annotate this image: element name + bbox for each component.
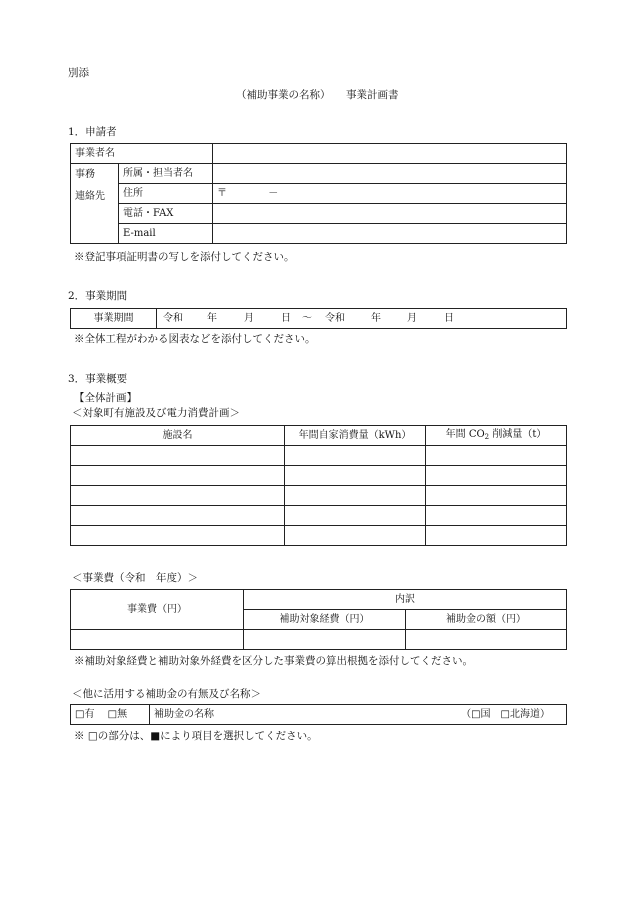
breakdown-label: 内訳 bbox=[244, 590, 567, 610]
co2-prefix: 年間 CO bbox=[445, 429, 485, 440]
schedule-note: ※全体工程がわかる図表などを添付してください。 bbox=[74, 333, 316, 345]
source-options[interactable]: （□国 □北海道） bbox=[461, 708, 550, 720]
address-label: 住所 bbox=[119, 184, 213, 204]
co2-cell[interactable] bbox=[426, 486, 567, 506]
subsidy-name-label: 補助金の名称 bbox=[154, 708, 214, 720]
facility-cell[interactable] bbox=[71, 446, 285, 466]
business-name-field[interactable] bbox=[213, 144, 567, 164]
address-field[interactable] bbox=[213, 184, 567, 204]
consumption-cell[interactable] bbox=[285, 466, 426, 486]
business-name-label: 事業者名 bbox=[71, 144, 213, 164]
email-label: E-mail bbox=[119, 224, 213, 244]
consumption-cell[interactable] bbox=[285, 526, 426, 546]
section3-heading: 3．事業概要 bbox=[68, 373, 128, 385]
consumption-cell[interactable] bbox=[285, 446, 426, 466]
other-subsidy-title: ＜他に活用する補助金の有無及び名称＞ bbox=[72, 688, 261, 700]
contact-label bbox=[71, 164, 119, 244]
start-era: 令和 bbox=[163, 312, 183, 324]
facility-cell[interactable] bbox=[71, 526, 285, 546]
document-title-name: （補助事業の名称） bbox=[236, 89, 331, 101]
co2-suffix: 削減量（t） bbox=[489, 429, 547, 440]
attachment-label: 別添 bbox=[68, 67, 89, 79]
end-day-label: 日 bbox=[444, 312, 454, 324]
co2-cell[interactable] bbox=[426, 446, 567, 466]
facility-table-title: ＜対象町有施設及び電力消費計画＞ bbox=[72, 407, 240, 419]
checkbox-note: ※ □の部分は、■により項目を選択してください。 bbox=[74, 730, 318, 742]
end-month-label: 月 bbox=[407, 312, 417, 324]
no-checkbox[interactable]: □無 bbox=[107, 708, 128, 720]
consumption-cell[interactable] bbox=[285, 486, 426, 506]
period-table bbox=[70, 308, 567, 329]
yes-no-cell bbox=[71, 705, 150, 725]
period-tilde: ～ bbox=[302, 312, 312, 324]
col-annual-consumption: 年間自家消費量（kWh） bbox=[285, 426, 426, 446]
cost-table bbox=[70, 589, 567, 650]
yes-checkbox[interactable]: □有 bbox=[75, 708, 95, 720]
affiliation-label: 所属・担当者名 bbox=[119, 164, 213, 184]
end-year-label: 年 bbox=[371, 312, 381, 324]
overall-plan-label: 【全体計画】 bbox=[74, 392, 137, 404]
postal-mark: 〒 bbox=[217, 187, 227, 199]
co2-cell[interactable] bbox=[426, 526, 567, 546]
facility-cell[interactable] bbox=[71, 466, 285, 486]
postal-dash: － bbox=[268, 187, 279, 199]
cost-field[interactable] bbox=[71, 630, 244, 650]
subsidy-amount-field[interactable] bbox=[406, 630, 567, 650]
start-day-label: 日 bbox=[281, 312, 291, 324]
facility-table bbox=[70, 425, 567, 546]
col-facility-name: 施設名 bbox=[71, 426, 285, 446]
start-month-label: 月 bbox=[244, 312, 254, 324]
co2-cell[interactable] bbox=[426, 466, 567, 486]
subsidy-amount-label: 補助金の額（円） bbox=[406, 610, 567, 630]
registration-note: ※登記事項証明書の写しを添付してください。 bbox=[74, 251, 295, 263]
consumption-cell[interactable] bbox=[285, 506, 426, 526]
document-title: 事業計画書 bbox=[346, 89, 399, 101]
eligible-cost-field[interactable] bbox=[244, 630, 406, 650]
section2-heading: 2．事業期間 bbox=[68, 290, 128, 302]
facility-cell[interactable] bbox=[71, 486, 285, 506]
facility-cell[interactable] bbox=[71, 506, 285, 526]
contact-label-line2: 連絡先 bbox=[75, 191, 105, 202]
period-label: 事業期間 bbox=[71, 309, 157, 329]
contact-label-line1: 事務 bbox=[75, 169, 95, 180]
affiliation-field[interactable] bbox=[213, 164, 567, 184]
start-year-label: 年 bbox=[207, 312, 217, 324]
co2-subscript: 2 bbox=[484, 433, 490, 441]
cost-label: 事業費（円） bbox=[71, 590, 244, 630]
eligible-cost-label: 補助対象経費（円） bbox=[244, 610, 406, 630]
applicant-table bbox=[70, 143, 567, 244]
phone-fax-field[interactable] bbox=[213, 204, 567, 224]
phone-fax-label: 電話・FAX bbox=[119, 204, 213, 224]
co2-cell[interactable] bbox=[426, 506, 567, 526]
period-field[interactable] bbox=[157, 309, 567, 329]
cost-title: ＜事業費（令和 年度）＞ bbox=[72, 572, 198, 584]
col-co2-reduction bbox=[426, 426, 567, 446]
email-field[interactable] bbox=[213, 224, 567, 244]
section1-heading: 1．申請者 bbox=[68, 126, 117, 138]
other-subsidy-table bbox=[70, 704, 567, 725]
end-era: 令和 bbox=[325, 312, 345, 324]
cost-note: ※補助対象経費と補助対象外経費を区分した事業費の算出根拠を添付してください。 bbox=[74, 655, 473, 667]
subsidy-name-cell[interactable] bbox=[150, 705, 567, 725]
